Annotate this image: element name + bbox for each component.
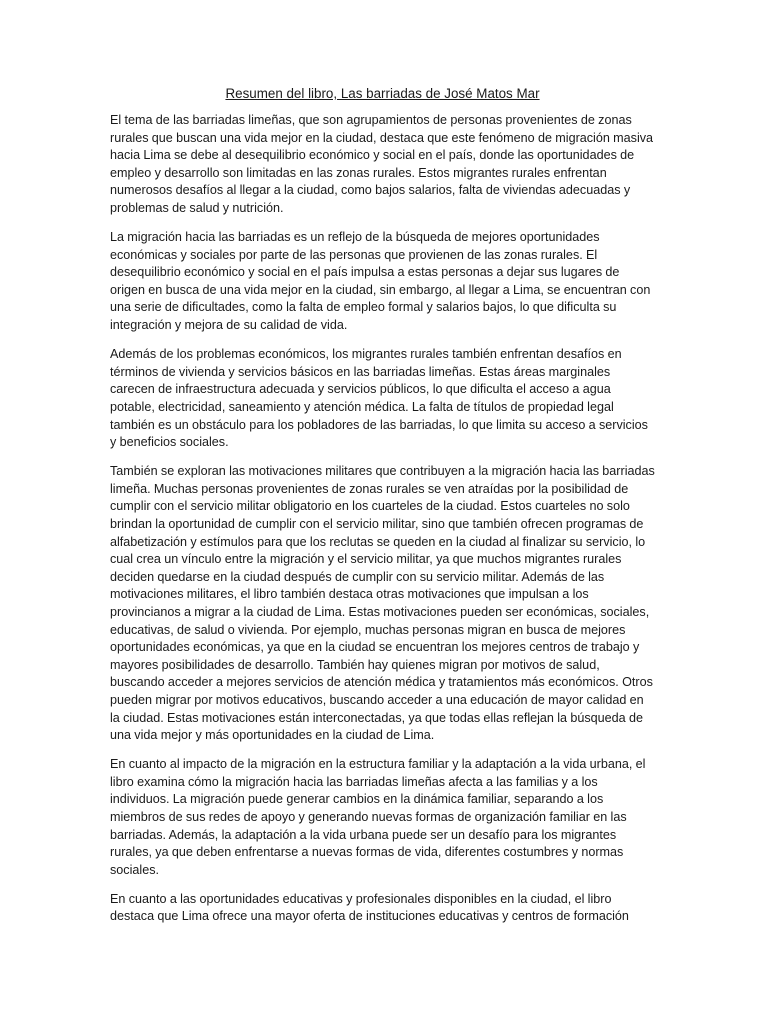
document-title: Resumen del libro, Las barriadas de José Matos Mar <box>225 86 540 101</box>
document-body <box>110 85 655 938</box>
paragraph-2: La migración hacia las barriadas es un reflejo de la búsqueda de mejores oportunidades económicas y sociales por parte de las personas que provienen de las zonas rurales. El desequilibrio económico y social en el país impulsa a estas personas a dejar sus lugares de origen en busca de una vida mejor en la ciudad, sin embargo, al llegar a Lima, se encuentran con una serie de dificultades, como la falta de empleo formal y salarios bajos, lo que dificulta su integración y mejora de su calidad de vida. <box>110 230 651 333</box>
paragraph-4: También se exploran las motivaciones militares que contribuyen a la migración hacia las barriadas limeña. Muchas personas provenientes de zonas rurales se ven atraídas por la posibilidad de cumplir con el servicio militar obligatorio en los cuarteles de la ciudad. Estos cuarteles no solo brindan la oportunidad de cumplir con el servicio militar, sino que también ofrecen programas de alfabetización y estímulos para que los reclutas se queden en la ciudad al finalizar su servicio, lo cual crea un vínculo entre la migración y el servicio militar, ya que muchos migrantes rurales deciden quedarse en la ciudad después de cumplir con su servicio militar. Además de las motivaciones militares, el libro también destaca otras motivaciones que impulsan a los provincianos a migrar a la ciudad de Lima. Estas motivaciones pueden ser económicas, sociales, educativas, de salud o vivienda. Por ejemplo, muchas personas migran en busca de mejores oportunidades económicas, ya que en la ciudad se encuentran los mejores centros de trabajo y mayores posibilidades de desarrollo. También hay quienes migran por motivos de salud, buscando acceder a mejores servicios de atención médica y tratamientos más económicos. Otros pueden migrar por motivos educativos, buscando acceder a una educación de mayor calidad en la ciudad. Estas motivaciones están interconectadas, ya que todas ellas reflejan la búsqueda de una vida mejor y más oportunidades en la ciudad de Lima. <box>110 464 655 743</box>
paragraph-3: Además de los problemas económicos, los migrantes rurales también enfrentan desafíos en términos de vivienda y servicios básicos en las barriadas limeñas. Estas áreas marginales carecen de infraestructura adecuada y servicios públicos, lo que dificulta el acceso a agua potable, electricidad, saneamiento y atención médica. La falta de títulos de propiedad legal también es un obstáculo para los pobladores de las barriadas, lo que limita su acceso a servicios y beneficios sociales. <box>110 347 648 450</box>
paragraph-6: En cuanto a las oportunidades educativas y profesionales disponibles en la ciudad, el libro destaca que Lima ofrece una mayor oferta de instituciones educativas y centros de formación <box>110 891 629 924</box>
paragraph-5: En cuanto al impacto de la migración en la estructura familiar y la adaptación a la vida urbana, el libro examina cómo la migración hacia las barriadas limeñas afecta a las familias y a los individuos. La migración puede generar cambios en la dinámica familiar, separando a los miembros de sus redes de apoyo y generando nuevas formas de organización familiar en las barriadas. Además, la adaptación a la vida urbana puede ser un desafío para los migrantes rurales, ya que deben enfrentarse a nuevas formas de vida, diferentes costumbres y normas sociales. <box>110 757 646 877</box>
paragraph-1: El tema de las barriadas limeñas, que son agrupamientos de personas provenientes de zonas rurales que buscan una vida mejor en la ciudad, destaca que este fenómeno de migración masiva hacia Lima se debe al desequilibrio económico y social en el país, donde las oportunidades de empleo y desarrollo son limitadas en las zonas rurales. Estos migrantes rurales enfrentan numerosos desafíos al llegar a la ciudad, como bajos salarios, falta de viviendas adecuadas y problemas de salud y nutrición. <box>110 113 654 215</box>
